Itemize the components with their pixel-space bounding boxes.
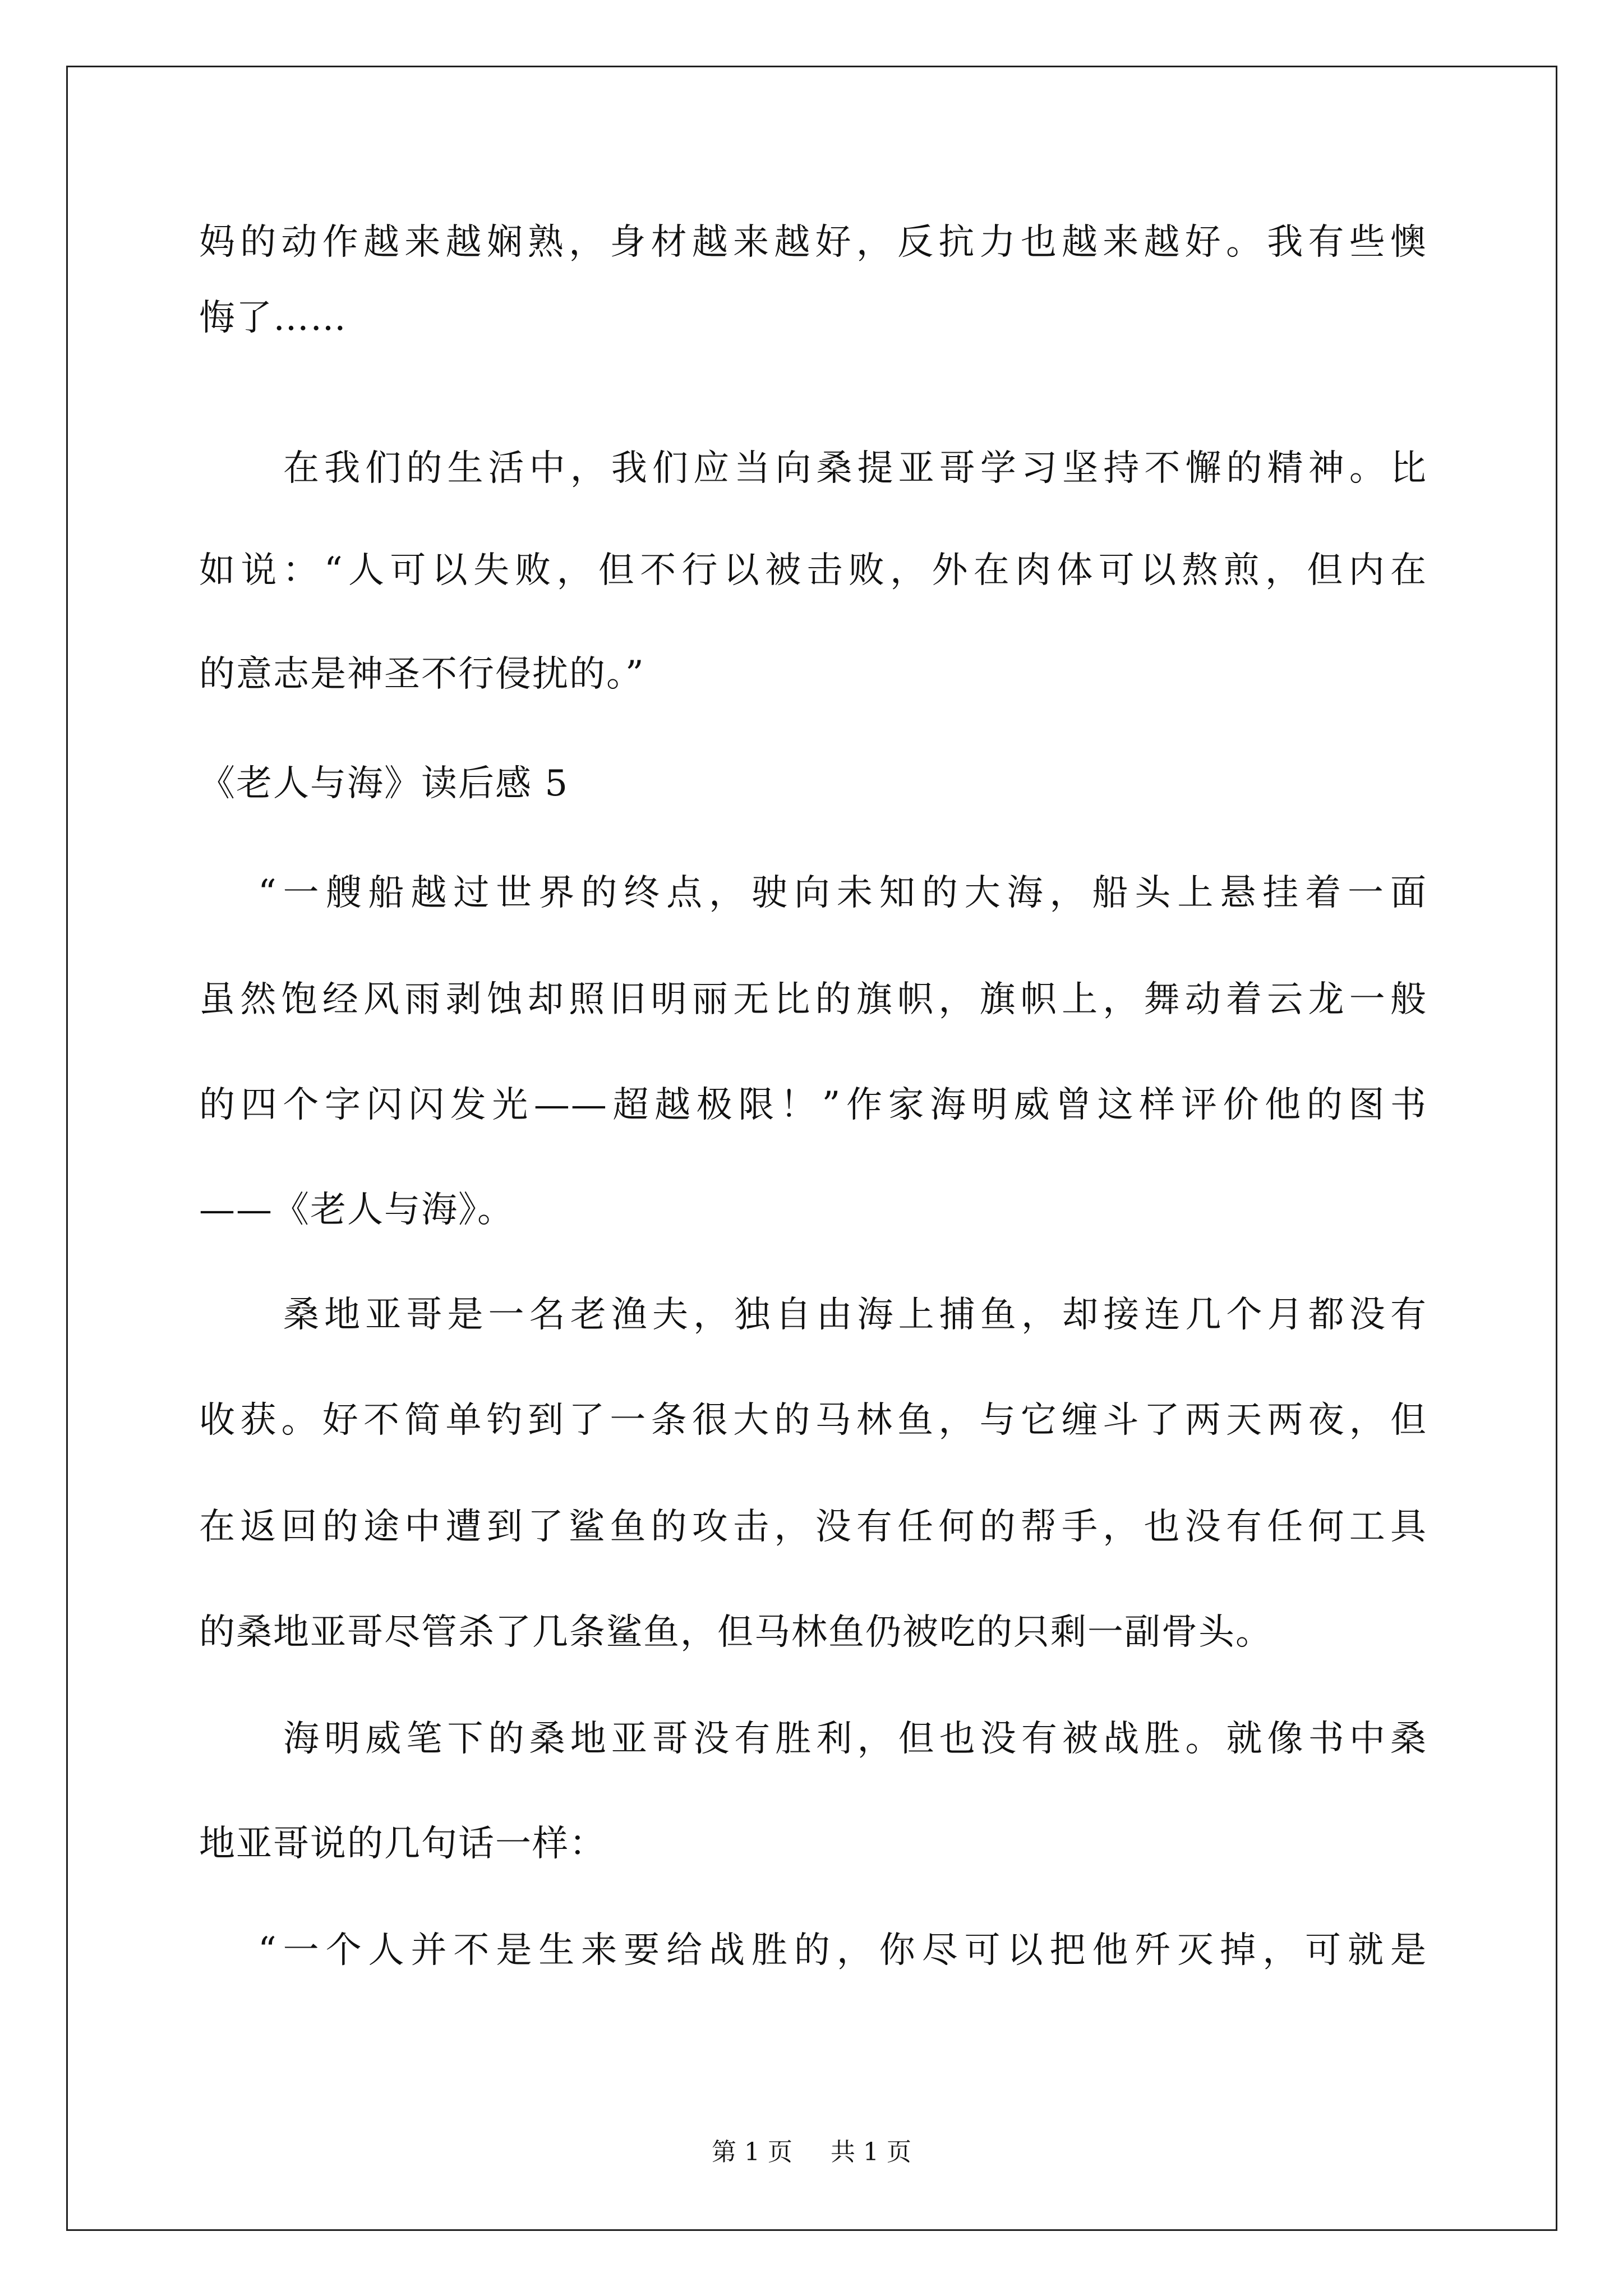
text-line: 妈的动作越来越娴熟，身材越来越好，反抗力也越来越好。我有些懊: [199, 222, 1427, 263]
text-line: 的意志是神圣不行侵扰的。”: [199, 654, 645, 695]
text-line: 悔了……: [199, 297, 347, 339]
text-line: 在返回的途中遭到了鲨鱼的攻击，没有任何的帮手，也没有任何工具: [199, 1506, 1427, 1548]
text-line: 收获。好不简单钓到了一条很大的马林鱼，与它缠斗了两天两夜，但: [199, 1400, 1427, 1441]
paragraph-first-line: “一艘船越过世界的终点，驶向未知的大海，船头上悬挂着一面: [258, 872, 1427, 914]
section-heading: 《老人与海》读后感 5: [199, 763, 569, 804]
paragraph-first-line: “一个人并不是生来要给战胜的，你尽可以把他歼灭掉，可就是: [258, 1930, 1427, 1971]
page-footer: [0, 2132, 1623, 2168]
text-line: 虽然饱经风雨剥蚀却照旧明丽无比的旗帜，旗帜上，舞动着云龙一般: [199, 979, 1427, 1020]
page-total: 共 1 页: [831, 2138, 911, 2166]
text-line: 如说：“人可以失败，但不行以被击败，外在肉体可以熬煎，但内在: [199, 550, 1427, 591]
paragraph-first-line: 在我们的生活中，我们应当向桑提亚哥学习坚持不懈的精神。比: [283, 448, 1427, 489]
page-number: 第 1 页: [712, 2138, 792, 2166]
page-border: [66, 66, 1557, 2231]
paragraph-first-line: 桑地亚哥是一名老渔夫，独自由海上捕鱼，却接连几个月都没有: [283, 1294, 1427, 1336]
text-line: 的桑地亚哥尽管杀了几条鲨鱼，但马林鱼仍被吃的只剩一副骨头。: [199, 1612, 1272, 1653]
text-line: ——《老人与海》。: [199, 1189, 514, 1231]
text-line: 地亚哥说的几句话一样：: [199, 1823, 606, 1865]
paragraph-first-line: 海明威笔下的桑地亚哥没有胜利，但也没有被战胜。就像书中桑: [283, 1718, 1427, 1760]
text-line: 的四个字闪闪发光——超越极限！”作家海明威曾这样评价他的图书: [199, 1084, 1427, 1126]
